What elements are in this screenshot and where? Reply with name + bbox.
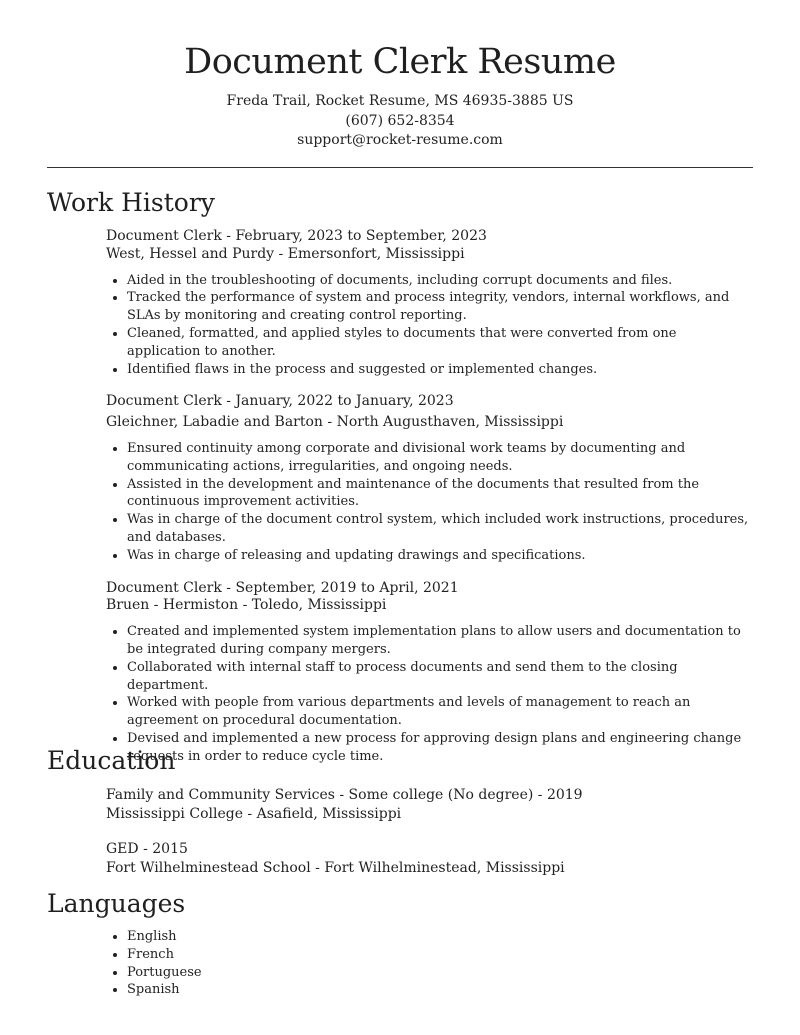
contact-block [0, 92, 800, 151]
job-bullet: • Created and implemented system implementation plans to allow users and documentation to be integrated during company mergers. [127, 623, 753, 659]
languages-list-wrap [106, 928, 753, 999]
education-school-line: Mississippi College - Asafield, Mississippi [106, 806, 402, 822]
job-title-line: Document Clerk - January, 2022 to January, 2023 [106, 393, 454, 410]
job-bullet: • Identified flaws in the process and suggested or implemented changes. [127, 361, 753, 379]
job-company-line: Bruen - Hermiston - Toledo, Mississippi [106, 597, 387, 614]
resume-title: Document Clerk Resume [184, 42, 616, 82]
contact-phone: (607) 652-8354 [345, 112, 455, 129]
languages-list [106, 928, 753, 999]
job-bullet: • Cleaned, formatted, and applied styles to documents that were converted from one application to another. [127, 325, 753, 361]
job-bullets [106, 272, 753, 379]
job-title-line: Document Clerk - September, 2019 to April, 2021 [106, 579, 459, 596]
contact-email: support@rocket-resume.com [297, 132, 503, 148]
job-bullet: • Was in charge of the document control system, which included work instructions, procedures, and databases. [127, 511, 753, 547]
header-divider [47, 167, 753, 168]
job-entry [106, 580, 753, 766]
education-degree-line: Family and Community Services - Some college (No degree) - 2019 [106, 787, 583, 803]
job-bullet: • Tracked the performance of system and process integrity, vendors, internal workflows, and SLAs by monitoring and creating control reporting. [127, 289, 753, 325]
work-history-section [47, 187, 753, 766]
contact-address: Freda Trail, Rocket Resume, MS 46935-3885 US [226, 93, 574, 109]
education-degree-line: GED - 2015 [106, 841, 188, 857]
job-entry [106, 393, 753, 564]
languages-heading: Languages [47, 889, 186, 918]
language-item: • Spanish [127, 981, 753, 999]
resume-header [0, 0, 800, 151]
language-item: • English [127, 928, 753, 946]
job-bullet: • Aided in the troubleshooting of documents, including corrupt documents and files. [127, 272, 753, 290]
language-item: • French [127, 946, 753, 964]
job-bullet: • Was in charge of releasing and updating drawings and specifications. [127, 547, 753, 565]
job-company-line: West, Hessel and Purdy - Emersonfort, Mississippi [106, 245, 465, 262]
job-bullet: • Devised and implemented a new process for approving design plans and engineering change requests in order to reduce cycle time. [127, 730, 753, 766]
job-bullet: • Ensured continuity among corporate and divisional work teams by documenting and communicating actions, irregularities, and ongoing needs. [127, 440, 753, 476]
job-company-line: Gleichner, Labadie and Barton - North Augusthaven, Mississippi [106, 414, 564, 431]
education-heading: Education [47, 746, 176, 775]
education-entry [106, 840, 753, 878]
job-bullet: • Assisted in the development and maintenance of the documents that resulted from the continuous improvement activities. [127, 476, 753, 512]
job-entry [106, 228, 753, 378]
language-item: • Portuguese [127, 964, 753, 982]
languages-section [47, 888, 753, 999]
job-bullets [106, 440, 753, 565]
work-history-heading: Work History [47, 188, 215, 217]
job-bullet: • Collaborated with internal staff to process documents and send them to the closing department. [127, 659, 753, 695]
education-school-line: Fort Wilhelminestead School - Fort Wilhelminestead, Mississippi [106, 860, 565, 876]
education-entry [106, 786, 753, 824]
education-section [47, 745, 753, 878]
job-bullet: • Worked with people from various departments and levels of management to reach an agreement on procedural documentation. [127, 694, 753, 730]
job-title-line: Document Clerk - February, 2023 to September, 2023 [106, 228, 487, 244]
